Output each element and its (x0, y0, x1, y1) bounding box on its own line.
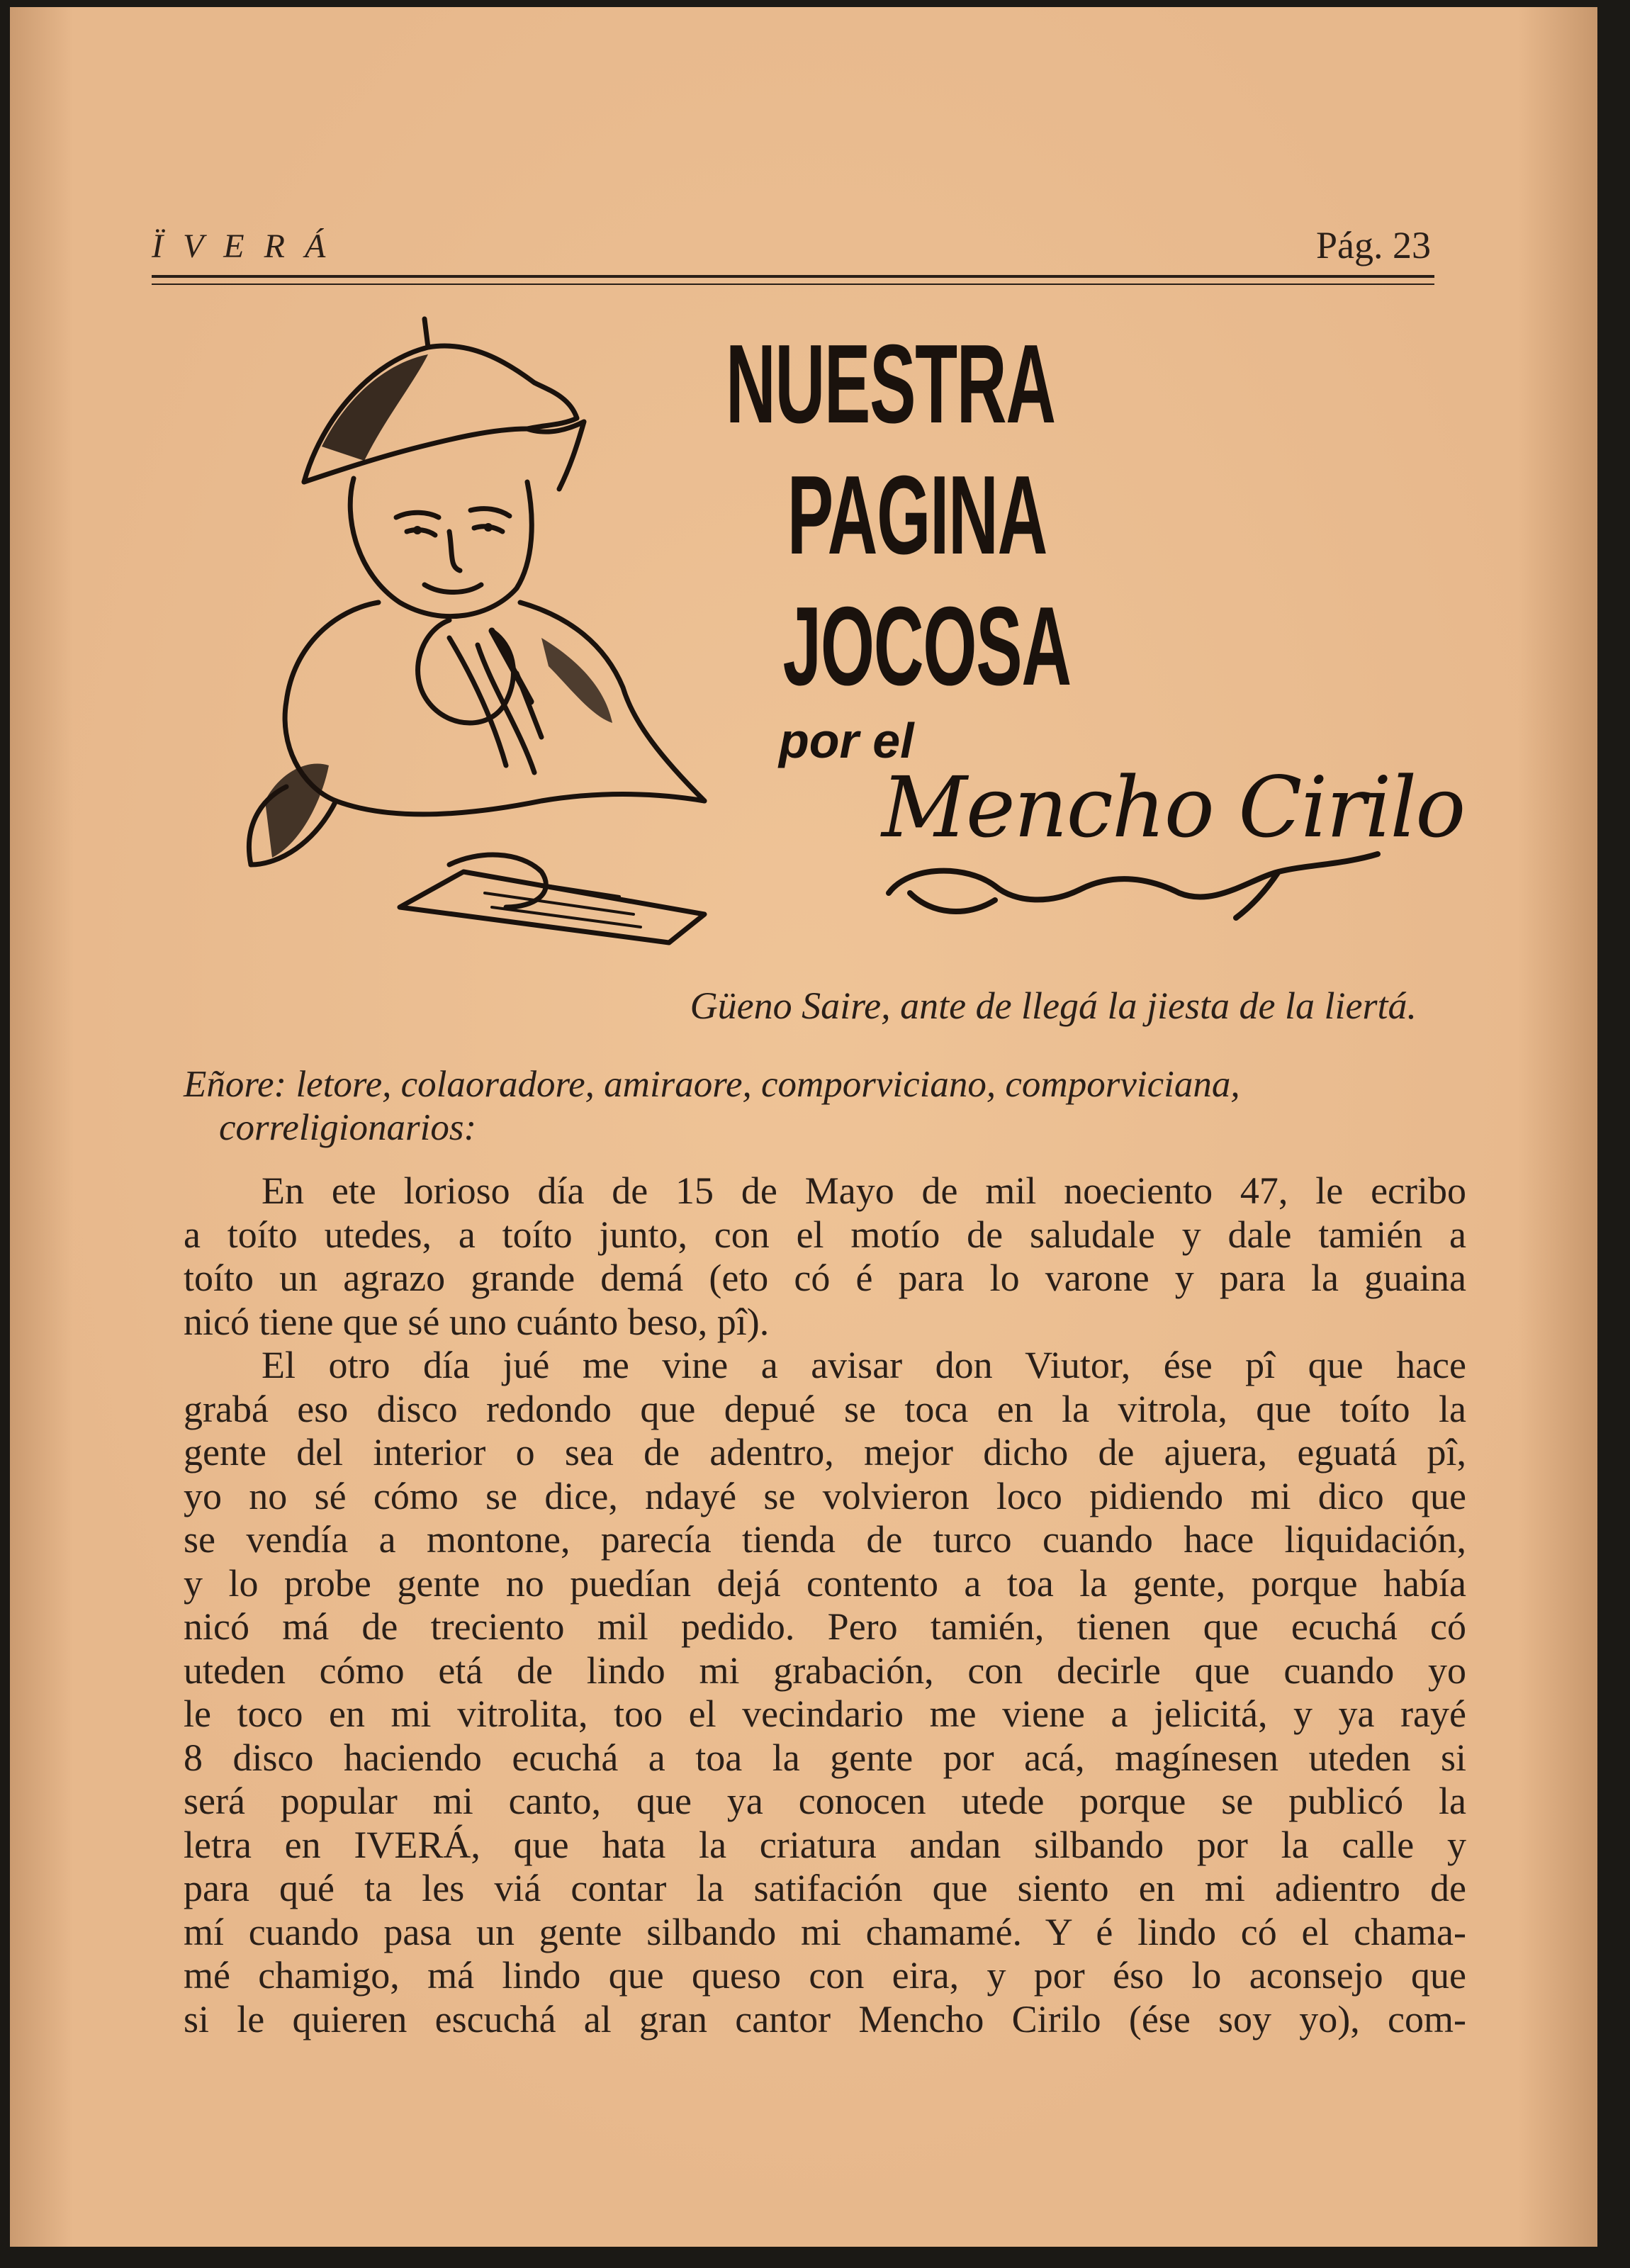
salutation-line-1: Eñore: letore, colaoradore, amiraore, comporviciano, comporviciana, (184, 1064, 1240, 1105)
body-line: letra en IVERÁ, que hata la criatura andan silbando por la calle y (184, 1823, 1466, 1866)
body-line: será popular mi canto, que ya conocen utede porque se publicó la (184, 1780, 1466, 1822)
body-line: gente del interior o sea de adentro, mejor dicho de ajuera, eguatá pî, (184, 1431, 1466, 1473)
salutation-line-2: correligionarios: (219, 1107, 477, 1148)
mencho-cirilo-illustration (237, 305, 789, 971)
article-body (184, 1169, 1466, 2041)
body-line: mí cuando pasa un gente silbando mi chamamé. Y é lindo có el chama- (184, 1910, 1466, 1953)
body-line: 8 disco haciendo ecuchá a toa la gente por acá, magínesen uteden si (184, 1736, 1466, 1779)
dateline: Güeno Saire, ante de llegá la jiesta de la liertá. (690, 984, 1417, 1027)
salutation (184, 1063, 1459, 1150)
body-line: se vendía a montone, parecía tienda de turco cuando hace liquidación, (184, 1518, 1466, 1561)
body-line: a toíto utedes, a toíto junto, con el motío de saludale y dale tamién a (184, 1213, 1466, 1256)
title-line-2: PAGINA (787, 453, 1047, 578)
byline-prefix: por el (779, 713, 914, 768)
title-line-3: JOCOSA (782, 584, 1071, 709)
section-title (726, 319, 1071, 712)
signature-flourish (882, 850, 1392, 936)
magazine-page (10, 7, 1597, 2247)
body-line: le toco en mi vitrolita, too el vecindario me viene a jelicitá, y ya rayé (184, 1692, 1466, 1735)
body-line: yo no sé cómo se dice, ndayé se volvieron loco pidiendo mi dico que (184, 1474, 1466, 1517)
body-line: nicó tiene que sé uno cuánto beso, pî). (184, 1300, 770, 1343)
page-number: Pág. 23 (1316, 224, 1431, 266)
body-line: En ete lorioso día de 15 de Mayo de mil noeciento 47, le ecribo (262, 1169, 1466, 1212)
author-signature: Mencho Cirilo (882, 758, 1465, 856)
body-line: para qué ta les viá contar la satifación que siento en mi adientro de (184, 1867, 1466, 1909)
body-line: mé chamigo, má lindo que queso con eira, y por éso lo aconsejo que (184, 1954, 1466, 1997)
body-line: El otro día jué me vine a avisar don Viutor, ése pî que hace (262, 1344, 1466, 1386)
body-line: uteden cómo etá de lindo mi grabación, con decirle que cuando yo (184, 1649, 1466, 1692)
magazine-name: ÏVERÁ (152, 228, 346, 265)
body-line: nicó má de treciento mil pedido. Pero tamién, tienen que ecuchá có (184, 1605, 1466, 1648)
body-line: y lo probe gente no puedían dejá contento a toa la gente, porque había (184, 1561, 1466, 1605)
title-line-1: NUESTRA (726, 322, 1055, 447)
body-line: grabá eso disco redondo que depué se toca en la vitrola, que toíto la (184, 1387, 1466, 1430)
header-rule-thick (152, 275, 1434, 278)
body-line: toíto un agrazo grande demá (eto có é para lo varone y para la guaina (184, 1257, 1466, 1299)
body-line: si le quieren escuchá al gran cantor Mencho Cirilo (ése soy yo), com- (184, 1997, 1466, 2040)
header-rule-thin (152, 284, 1434, 285)
